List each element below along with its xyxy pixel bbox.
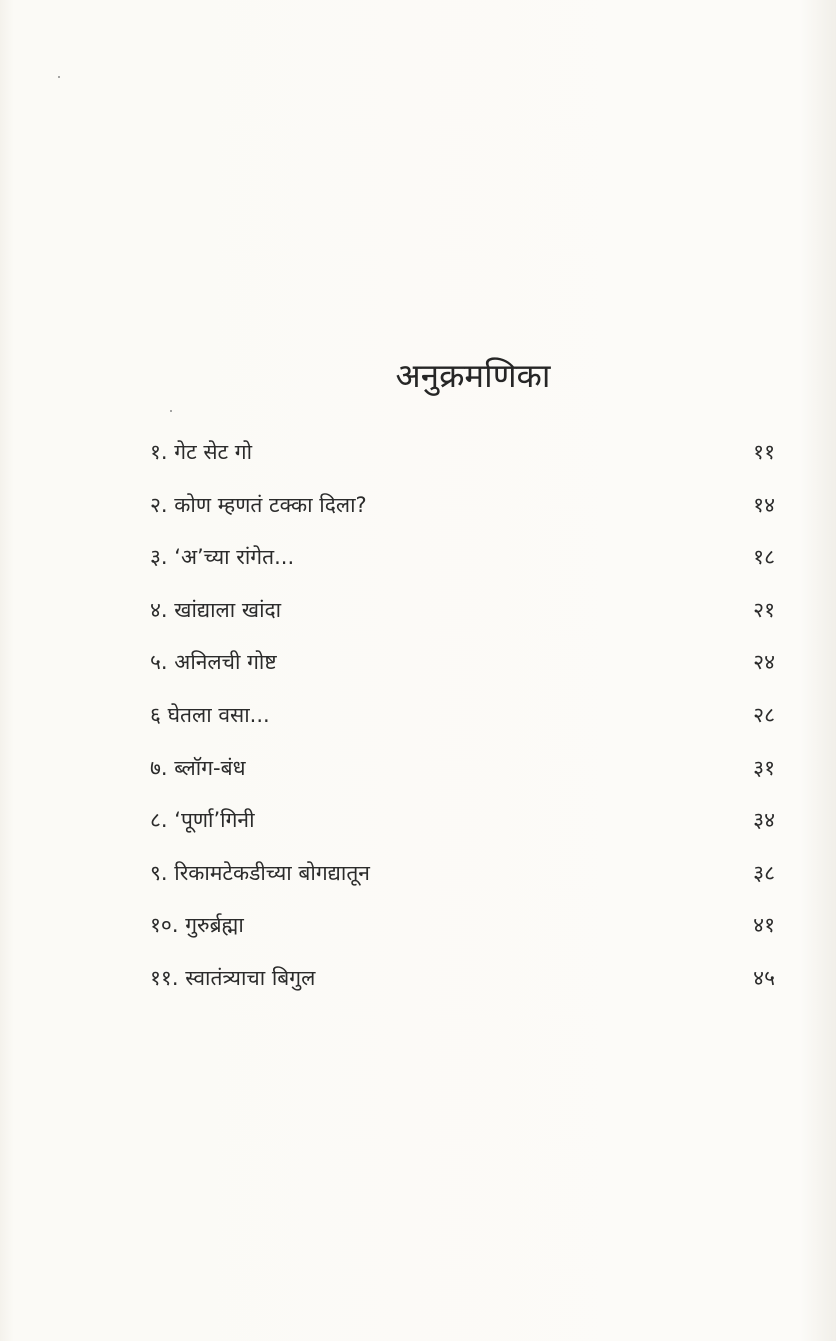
toc-entry — [150, 905, 775, 958]
paper-speck — [58, 76, 60, 78]
toc-entry — [150, 485, 775, 538]
table-of-contents — [150, 432, 775, 1011]
toc-entry-page: ४५ — [753, 965, 775, 990]
toc-entry-page: २८ — [753, 702, 775, 727]
toc-entry — [150, 590, 775, 643]
toc-entry-page: १४ — [753, 492, 775, 517]
toc-entry — [150, 642, 775, 695]
toc-entry-title: ३. ‘अ’च्या रांगेत... — [150, 545, 295, 570]
toc-entry — [150, 748, 775, 801]
toc-entry-title: २. कोण म्हणतं टक्का दिला? — [150, 492, 367, 517]
toc-entry-page: ४१ — [753, 913, 775, 938]
toc-entry-page: १८ — [753, 545, 775, 570]
toc-entry — [150, 432, 775, 485]
toc-entry-title: १. गेट सेट गो — [150, 440, 253, 464]
toc-entry-title: १०. गुरुर्ब्रह्मा — [150, 913, 244, 938]
toc-entry — [150, 695, 775, 748]
toc-entry — [150, 958, 775, 1011]
toc-entry — [150, 800, 775, 853]
page-title: अनुक्रमणिका — [395, 356, 551, 396]
toc-entry-title: ६ घेतला वसा... — [150, 702, 270, 727]
toc-entry-title: ११. स्वातंत्र्याचा बिगुल — [150, 965, 316, 990]
toc-entry — [150, 537, 775, 590]
toc-entry-page: २१ — [753, 597, 775, 622]
toc-entry-page: ३८ — [753, 860, 775, 885]
toc-entry-title: ८. ‘पूर्णा’गिनी — [150, 808, 255, 833]
paper-speck — [170, 410, 172, 412]
toc-entry-page: ३४ — [753, 808, 775, 833]
toc-entry — [150, 853, 775, 906]
toc-entry-page: ११ — [753, 440, 775, 464]
toc-entry-title: ४. खांद्याला खांदा — [150, 597, 282, 622]
toc-entry-page: ३१ — [753, 755, 775, 780]
toc-entry-page: २४ — [753, 650, 775, 675]
toc-entry-title: ५. अनिलची गोष्ट — [150, 650, 277, 675]
toc-entry-title: ९. रिकामटेकडीच्या बोगद्यातून — [150, 860, 370, 885]
toc-entry-title: ७. ब्लॉग-बंध — [150, 755, 246, 780]
